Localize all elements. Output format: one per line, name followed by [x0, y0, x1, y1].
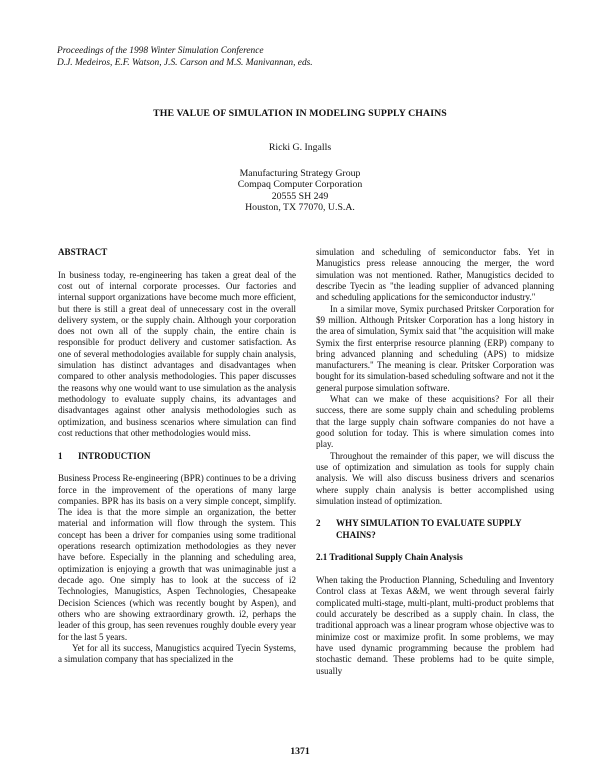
body-paragraph: simulation and scheduling of semiconductor fabs. Yet in Manugistics press release annoucing the merger, the word simulation was not mentioned. Rather, Manugistics decided to describe Tyecin as "the leading supplier of advanced planning and scheduling applications for the semiconductor industry." [316, 247, 554, 303]
section-number: 1 [58, 450, 63, 461]
affiliation-line: Houston, TX 77070, U.S.A. [245, 202, 355, 214]
abstract-heading: ABSTRACT [58, 247, 108, 257]
proceedings-header [57, 45, 313, 69]
section-1-heading [58, 451, 296, 462]
section-title: WHY SIMULATION TO EVALUATE SUPPLY CHAINS? [336, 518, 522, 540]
proceedings-line-2: D.J. Medeiros, E.F. Watson, J.S. Carson and M.S. Manivannan, eds. [57, 58, 313, 68]
affiliation-line: Compaq Computer Corporation [237, 179, 363, 191]
abstract-text: In business today, re-engineering has taken a great deal of the cost out of internal corporate processes. Our factories and internal support organizations have become much more efficient, but there is still a great deal of unnecessary cost in the overall delivery system, or the supply chain. Although your corporation does not own all of the supply chain, the entire chain is responsible for product delivery and customer satisfaction. As one of several methodologies available for supply chain analysis, simulation has distinct advantages and disadvantages when compared to other analysis methodologies. This paper discusses the reasons why one would want to use simulation as the analysis methodology to evaluate supply chains, its advantages and disadvantages against other analysis methodologies such as optimization, and business scenarios where simulation can find cost reductions that other methodologies would miss. [58, 269, 296, 438]
body-paragraph: In a similar move, Symix purchased Pritsker Corporation for $9 million. Although Pritsker Corporation has a long history in the area of simulation, Symix said that "the acquisition will make Symix the first enterprise resource planning (ERP) company to bring advanced planning and scheduling (APS) to midsize manufacturers." The meaning is clear. Pritsker Corporation was bought for its simulation-based scheduling software and not it the general purpose simulation software. [316, 303, 554, 393]
author-affiliation [0, 168, 600, 214]
subsection-2-1-heading: 2.1 Traditional Supply Chain Analysis [316, 552, 463, 563]
page-number: 1371 [290, 746, 310, 757]
affiliation-line: 20555 SH 249 [271, 190, 329, 202]
body-paragraph: Yet for all its success, Manugistics acquired Tyecin Systems, a simulation company that has specialized in the [58, 642, 296, 665]
author-name: Ricki G. Ingalls [268, 142, 332, 153]
right-column [316, 247, 554, 677]
section-title: INTRODUCTION [78, 450, 151, 461]
body-paragraph: What can we make of these acquisitions? For all their success, there are some supply chain and scheduling problems that the large supply chain software companies do not have a good solution for today. This is where simulation comes into play. [316, 394, 554, 450]
section-2-heading [316, 518, 554, 541]
proceedings-line-1: Proceedings of the 1998 Winter Simulation Conference [57, 46, 264, 56]
affiliation-line: Manufacturing Strategy Group [239, 168, 361, 179]
body-paragraph: Throughout the remainder of this paper, we will discuss the use of optimization and simulation as tools for supply chain analysis. We will also discuss business drivers and scenarios where supply chain analysis is better accomplished using simulation instead of optimization. [316, 450, 554, 506]
section-number: 2 [316, 518, 321, 529]
body-paragraph: Business Process Re-engineering (BPR) continues to be a driving force in the improvement of the operations of many large companies. BPR has its basis on a very simple concept, simplify. The idea is that the more simple an organization, the better material and information will flow through the system. This concept has been a driver for companies using some traditional operations research optimization methodologies as they never have before. Especially in the planning and scheduling area, optimization is enjoying a growth that was unimaginable just a decade ago. One simply has to look at the success of i2 Technologies, Manugistics, Aspen Technologies, Chesapeake Decision Sciences (which was recently bought by Aspen), and others who are showing extraordinary growth. i2, perhaps the leader of this group, has seen revenues roughly double every year for the last 5 years. [58, 473, 296, 642]
left-column [58, 247, 296, 666]
paper-title: THE VALUE OF SIMULATION IN MODELING SUPPLY CHAINS [153, 108, 447, 119]
body-paragraph: When taking the Production Planning, Scheduling and Inventory Control class at Texas A&M, we went through several fairly complicated multi-stage, multi-plant, multi-product problems that could accurately be described as a supply chain. In class, the traditional approach was a linear program whose objective was to minimize cost or maximize profit. In some problems, we may have used dynamic programming because the problem had stochastic demand. These problems had to be quite simple, usually [316, 575, 554, 676]
